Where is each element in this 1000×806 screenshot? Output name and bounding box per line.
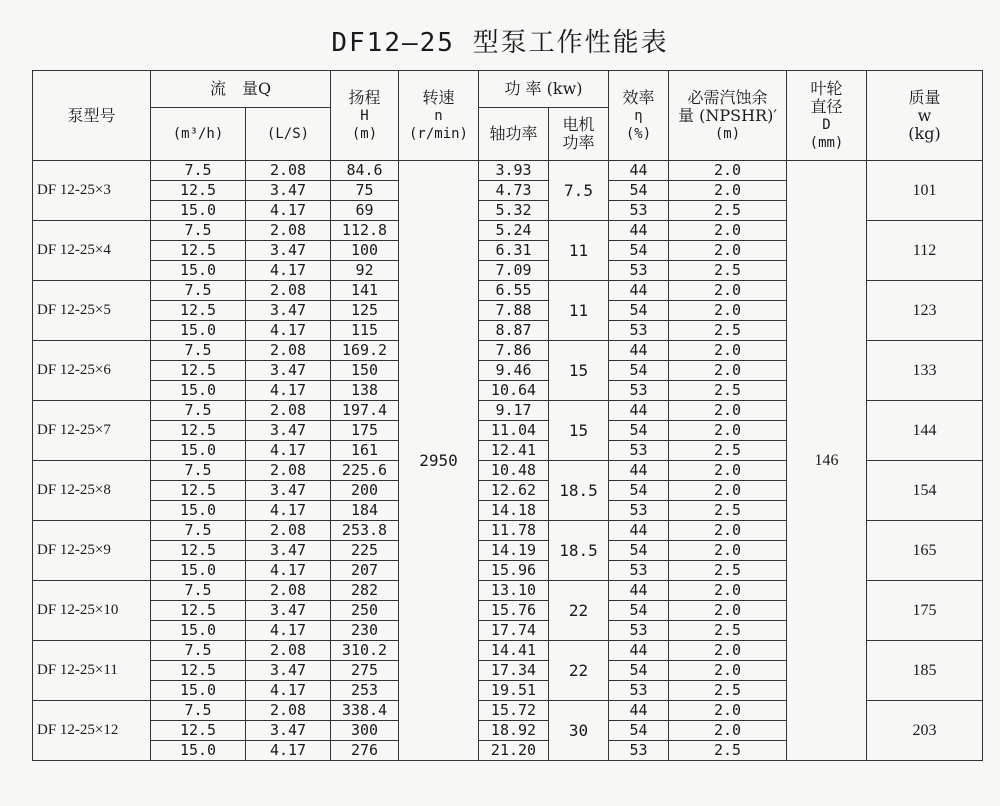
header-eff-line3: (%) <box>625 125 652 142</box>
cell-shaft-power: 6.55 <box>479 281 549 301</box>
cell-head: 184 <box>331 501 399 521</box>
cell-flow-ls: 2.08 <box>246 281 331 301</box>
cell-npshr: 2.0 <box>669 641 787 661</box>
header-head-line2: H <box>360 107 369 124</box>
cell-flow-ls: 2.08 <box>246 221 331 241</box>
cell-efficiency: 53 <box>609 501 669 521</box>
cell-shaft-power: 14.19 <box>479 541 549 561</box>
cell-efficiency: 44 <box>609 341 669 361</box>
cell-mass: 133 <box>867 341 983 401</box>
header-head-line3: (m) <box>351 125 378 142</box>
cell-npshr: 2.0 <box>669 541 787 561</box>
cell-efficiency: 54 <box>609 601 669 621</box>
cell-head: 207 <box>331 561 399 581</box>
header-motor-line1: 电机 <box>562 115 595 134</box>
header-motor-power <box>549 108 609 161</box>
cell-flow-m3h: 12.5 <box>151 721 246 741</box>
table-body <box>33 161 983 761</box>
cell-shaft-power: 3.93 <box>479 161 549 181</box>
cell-flow-m3h: 12.5 <box>151 601 246 621</box>
cell-flow-m3h: 7.5 <box>151 461 246 481</box>
cell-flow-m3h: 7.5 <box>151 161 246 181</box>
cell-efficiency: 54 <box>609 241 669 261</box>
cell-shaft-power: 10.48 <box>479 461 549 481</box>
cell-npshr: 2.0 <box>669 481 787 501</box>
cell-flow-ls: 2.08 <box>246 701 331 721</box>
cell-head: 115 <box>331 321 399 341</box>
cell-shaft-power: 5.24 <box>479 221 549 241</box>
cell-shaft-power: 15.96 <box>479 561 549 581</box>
cell-npshr: 2.5 <box>669 621 787 641</box>
cell-npshr: 2.0 <box>669 161 787 181</box>
cell-mass: 154 <box>867 461 983 521</box>
cell-npshr: 2.5 <box>669 501 787 521</box>
cell-shaft-power: 6.31 <box>479 241 549 261</box>
cell-flow-m3h: 7.5 <box>151 521 246 541</box>
cell-model: DF 12-25×6 <box>33 341 151 401</box>
header-mass <box>867 71 983 161</box>
cell-model: DF 12-25×12 <box>33 701 151 761</box>
header-npsh-line1: 必需汽蚀余 <box>687 87 768 107</box>
cell-efficiency: 53 <box>609 561 669 581</box>
cell-shaft-power: 5.32 <box>479 201 549 221</box>
cell-npshr: 2.0 <box>669 421 787 441</box>
cell-flow-ls: 3.47 <box>246 421 331 441</box>
cell-shaft-power: 19.51 <box>479 681 549 701</box>
cell-head: 138 <box>331 381 399 401</box>
cell-npshr: 2.0 <box>669 701 787 721</box>
cell-shaft-power: 7.88 <box>479 301 549 321</box>
cell-flow-m3h: 7.5 <box>151 281 246 301</box>
cell-head: 253 <box>331 681 399 701</box>
cell-motor-power: 11 <box>549 221 609 281</box>
header-mass-line1: 质量 <box>908 87 941 107</box>
cell-speed: 2950 <box>399 161 479 761</box>
cell-mass: 144 <box>867 401 983 461</box>
cell-model: DF 12-25×7 <box>33 401 151 461</box>
cell-npshr: 2.0 <box>669 461 787 481</box>
cell-flow-ls: 4.17 <box>246 561 331 581</box>
cell-head: 225.6 <box>331 461 399 481</box>
cell-motor-power: 15 <box>549 401 609 461</box>
cell-flow-m3h: 12.5 <box>151 301 246 321</box>
cell-flow-ls: 3.47 <box>246 721 331 741</box>
cell-head: 250 <box>331 601 399 621</box>
cell-efficiency: 44 <box>609 161 669 181</box>
cell-npshr: 2.0 <box>669 301 787 321</box>
cell-flow-ls: 3.47 <box>246 601 331 621</box>
cell-npshr: 2.0 <box>669 281 787 301</box>
cell-flow-m3h: 15.0 <box>151 501 246 521</box>
cell-flow-ls: 4.17 <box>246 621 331 641</box>
cell-model: DF 12-25×9 <box>33 521 151 581</box>
cell-flow-m3h: 15.0 <box>151 561 246 581</box>
cell-npshr: 2.0 <box>669 581 787 601</box>
cell-shaft-power: 12.41 <box>479 441 549 461</box>
cell-flow-ls: 4.17 <box>246 441 331 461</box>
cell-efficiency: 44 <box>609 401 669 421</box>
cell-shaft-power: 10.64 <box>479 381 549 401</box>
cell-shaft-power: 4.73 <box>479 181 549 201</box>
cell-npshr: 2.0 <box>669 521 787 541</box>
cell-npshr: 2.0 <box>669 601 787 621</box>
cell-flow-m3h: 12.5 <box>151 541 246 561</box>
cell-efficiency: 53 <box>609 261 669 281</box>
cell-model: DF 12-25×5 <box>33 281 151 341</box>
cell-shaft-power: 9.17 <box>479 401 549 421</box>
cell-flow-m3h: 12.5 <box>151 481 246 501</box>
cell-head: 112.8 <box>331 221 399 241</box>
cell-shaft-power: 17.74 <box>479 621 549 641</box>
cell-npshr: 2.5 <box>669 561 787 581</box>
cell-mass: 203 <box>867 701 983 761</box>
cell-efficiency: 54 <box>609 481 669 501</box>
cell-flow-m3h: 12.5 <box>151 661 246 681</box>
cell-efficiency: 54 <box>609 661 669 681</box>
cell-efficiency: 54 <box>609 541 669 561</box>
cell-head: 282 <box>331 581 399 601</box>
cell-shaft-power: 14.41 <box>479 641 549 661</box>
cell-head: 84.6 <box>331 161 399 181</box>
cell-flow-m3h: 15.0 <box>151 201 246 221</box>
cell-efficiency: 53 <box>609 681 669 701</box>
table-row <box>33 161 983 181</box>
cell-head: 197.4 <box>331 401 399 421</box>
cell-shaft-power: 13.10 <box>479 581 549 601</box>
cell-flow-m3h: 15.0 <box>151 261 246 281</box>
cell-efficiency: 54 <box>609 361 669 381</box>
header-mass-line2: w <box>917 105 932 125</box>
cell-motor-power: 11 <box>549 281 609 341</box>
header-eff-line1: 效率 <box>622 87 655 107</box>
cell-shaft-power: 18.92 <box>479 721 549 741</box>
header-shaft-power: 轴功率 <box>479 108 549 161</box>
cell-shaft-power: 7.09 <box>479 261 549 281</box>
cell-efficiency: 53 <box>609 441 669 461</box>
cell-flow-ls: 2.08 <box>246 341 331 361</box>
cell-flow-m3h: 15.0 <box>151 321 246 341</box>
cell-efficiency: 53 <box>609 621 669 641</box>
cell-flow-ls: 3.47 <box>246 481 331 501</box>
cell-head: 338.4 <box>331 701 399 721</box>
cell-shaft-power: 7.86 <box>479 341 549 361</box>
cell-model: DF 12-25×11 <box>33 641 151 701</box>
cell-flow-m3h: 7.5 <box>151 341 246 361</box>
header-speed <box>399 71 479 161</box>
cell-shaft-power: 12.62 <box>479 481 549 501</box>
cell-head: 275 <box>331 661 399 681</box>
cell-head: 150 <box>331 361 399 381</box>
cell-mass: 123 <box>867 281 983 341</box>
cell-flow-ls: 2.08 <box>246 641 331 661</box>
cell-flow-ls: 4.17 <box>246 501 331 521</box>
cell-npshr: 2.0 <box>669 361 787 381</box>
header-impeller-line1: 叶轮 <box>810 78 843 98</box>
cell-npshr: 2.5 <box>669 321 787 341</box>
cell-head: 161 <box>331 441 399 461</box>
cell-head: 253.8 <box>331 521 399 541</box>
header-efficiency <box>609 71 669 161</box>
cell-flow-ls: 2.08 <box>246 401 331 421</box>
header-head-line1: 扬程 <box>348 87 381 107</box>
cell-shaft-power: 8.87 <box>479 321 549 341</box>
cell-head: 169.2 <box>331 341 399 361</box>
cell-npshr: 2.0 <box>669 721 787 741</box>
cell-head: 175 <box>331 421 399 441</box>
cell-efficiency: 54 <box>609 721 669 741</box>
cell-shaft-power: 17.34 <box>479 661 549 681</box>
header-npshr <box>669 71 787 161</box>
cell-flow-m3h: 7.5 <box>151 581 246 601</box>
cell-flow-m3h: 7.5 <box>151 401 246 421</box>
cell-efficiency: 54 <box>609 301 669 321</box>
cell-head: 69 <box>331 201 399 221</box>
header-mass-line3: (kg) <box>908 123 941 143</box>
cell-flow-ls: 4.17 <box>246 321 331 341</box>
cell-npshr: 2.0 <box>669 241 787 261</box>
header-speed-line3: (r/min) <box>408 125 468 142</box>
cell-head: 141 <box>331 281 399 301</box>
cell-impeller-diameter: 146 <box>787 161 867 761</box>
header-eff-line2: η <box>634 107 643 124</box>
cell-motor-power: 22 <box>549 581 609 641</box>
cell-shaft-power: 14.18 <box>479 501 549 521</box>
cell-efficiency: 54 <box>609 181 669 201</box>
cell-shaft-power: 9.46 <box>479 361 549 381</box>
cell-motor-power: 30 <box>549 701 609 761</box>
cell-npshr: 2.0 <box>669 401 787 421</box>
cell-flow-ls: 2.08 <box>246 521 331 541</box>
header-npsh-line2: 量 (NPSHR)′ <box>678 105 777 125</box>
cell-shaft-power: 11.78 <box>479 521 549 541</box>
cell-flow-m3h: 15.0 <box>151 381 246 401</box>
cell-efficiency: 44 <box>609 281 669 301</box>
cell-head: 310.2 <box>331 641 399 661</box>
performance-table <box>32 70 983 761</box>
cell-flow-ls: 3.47 <box>246 301 331 321</box>
header-impeller-line2: 直径 <box>810 96 843 116</box>
cell-mass: 101 <box>867 161 983 221</box>
page-title: DF12—25 型泵工作性能表 <box>331 28 669 58</box>
cell-head: 100 <box>331 241 399 261</box>
cell-flow-ls: 3.47 <box>246 541 331 561</box>
cell-flow-ls: 3.47 <box>246 241 331 261</box>
cell-flow-ls: 4.17 <box>246 261 331 281</box>
cell-flow-ls: 3.47 <box>246 361 331 381</box>
header-flow-ls: (L/S) <box>246 108 331 161</box>
header-power: 功 率 (kw) <box>479 71 609 108</box>
cell-flow-ls: 3.47 <box>246 661 331 681</box>
cell-flow-m3h: 7.5 <box>151 701 246 721</box>
header-impeller-line4: (mm) <box>809 134 844 151</box>
header-head <box>331 71 399 161</box>
cell-model: DF 12-25×8 <box>33 461 151 521</box>
cell-efficiency: 44 <box>609 521 669 541</box>
cell-mass: 185 <box>867 641 983 701</box>
cell-flow-m3h: 12.5 <box>151 241 246 261</box>
cell-head: 276 <box>331 741 399 761</box>
cell-efficiency: 44 <box>609 221 669 241</box>
cell-shaft-power: 15.72 <box>479 701 549 721</box>
cell-motor-power: 7.5 <box>549 161 609 221</box>
cell-mass: 175 <box>867 581 983 641</box>
cell-head: 300 <box>331 721 399 741</box>
header-flow-m3h: (m³/h) <box>151 108 246 161</box>
cell-efficiency: 53 <box>609 201 669 221</box>
cell-efficiency: 53 <box>609 321 669 341</box>
cell-shaft-power: 15.76 <box>479 601 549 621</box>
cell-npshr: 2.5 <box>669 681 787 701</box>
header-speed-line1: 转速 <box>422 87 455 107</box>
cell-npshr: 2.0 <box>669 661 787 681</box>
header-model: 泵型号 <box>33 71 151 161</box>
header-motor-line2: 功率 <box>562 133 595 152</box>
cell-head: 125 <box>331 301 399 321</box>
cell-efficiency: 44 <box>609 581 669 601</box>
cell-efficiency: 53 <box>609 381 669 401</box>
cell-npshr: 2.5 <box>669 381 787 401</box>
cell-flow-m3h: 15.0 <box>151 621 246 641</box>
cell-head: 230 <box>331 621 399 641</box>
cell-flow-m3h: 15.0 <box>151 441 246 461</box>
cell-mass: 112 <box>867 221 983 281</box>
cell-head: 200 <box>331 481 399 501</box>
cell-flow-ls: 4.17 <box>246 381 331 401</box>
cell-flow-m3h: 12.5 <box>151 421 246 441</box>
cell-model: DF 12-25×10 <box>33 581 151 641</box>
header-npsh-line3: (m) <box>714 125 741 142</box>
cell-motor-power: 22 <box>549 641 609 701</box>
cell-flow-ls: 2.08 <box>246 161 331 181</box>
cell-npshr: 2.5 <box>669 261 787 281</box>
cell-flow-m3h: 12.5 <box>151 181 246 201</box>
cell-flow-ls: 4.17 <box>246 201 331 221</box>
cell-head: 75 <box>331 181 399 201</box>
header-impeller <box>787 71 867 161</box>
cell-flow-ls: 2.08 <box>246 581 331 601</box>
cell-npshr: 2.5 <box>669 441 787 461</box>
cell-flow-m3h: 7.5 <box>151 221 246 241</box>
cell-model: DF 12-25×3 <box>33 161 151 221</box>
cell-motor-power: 18.5 <box>549 461 609 521</box>
header-speed-line2: n <box>434 107 443 124</box>
cell-efficiency: 44 <box>609 701 669 721</box>
cell-flow-ls: 2.08 <box>246 461 331 481</box>
cell-shaft-power: 21.20 <box>479 741 549 761</box>
cell-flow-m3h: 15.0 <box>151 681 246 701</box>
cell-npshr: 2.0 <box>669 181 787 201</box>
cell-efficiency: 53 <box>609 741 669 761</box>
cell-model: DF 12-25×4 <box>33 221 151 281</box>
cell-flow-ls: 3.47 <box>246 181 331 201</box>
cell-efficiency: 44 <box>609 641 669 661</box>
cell-flow-ls: 4.17 <box>246 681 331 701</box>
cell-motor-power: 18.5 <box>549 521 609 581</box>
header-flow: 流 量Q <box>151 71 331 108</box>
cell-efficiency: 44 <box>609 461 669 481</box>
cell-npshr: 2.5 <box>669 741 787 761</box>
cell-flow-m3h: 12.5 <box>151 361 246 381</box>
cell-mass: 165 <box>867 521 983 581</box>
cell-head: 225 <box>331 541 399 561</box>
cell-flow-ls: 4.17 <box>246 741 331 761</box>
header-impeller-line3: D <box>822 116 831 133</box>
cell-npshr: 2.0 <box>669 221 787 241</box>
cell-npshr: 2.5 <box>669 201 787 221</box>
cell-shaft-power: 11.04 <box>479 421 549 441</box>
cell-efficiency: 54 <box>609 421 669 441</box>
cell-flow-m3h: 7.5 <box>151 641 246 661</box>
cell-head: 92 <box>331 261 399 281</box>
cell-npshr: 2.0 <box>669 341 787 361</box>
cell-flow-m3h: 15.0 <box>151 741 246 761</box>
cell-motor-power: 15 <box>549 341 609 401</box>
